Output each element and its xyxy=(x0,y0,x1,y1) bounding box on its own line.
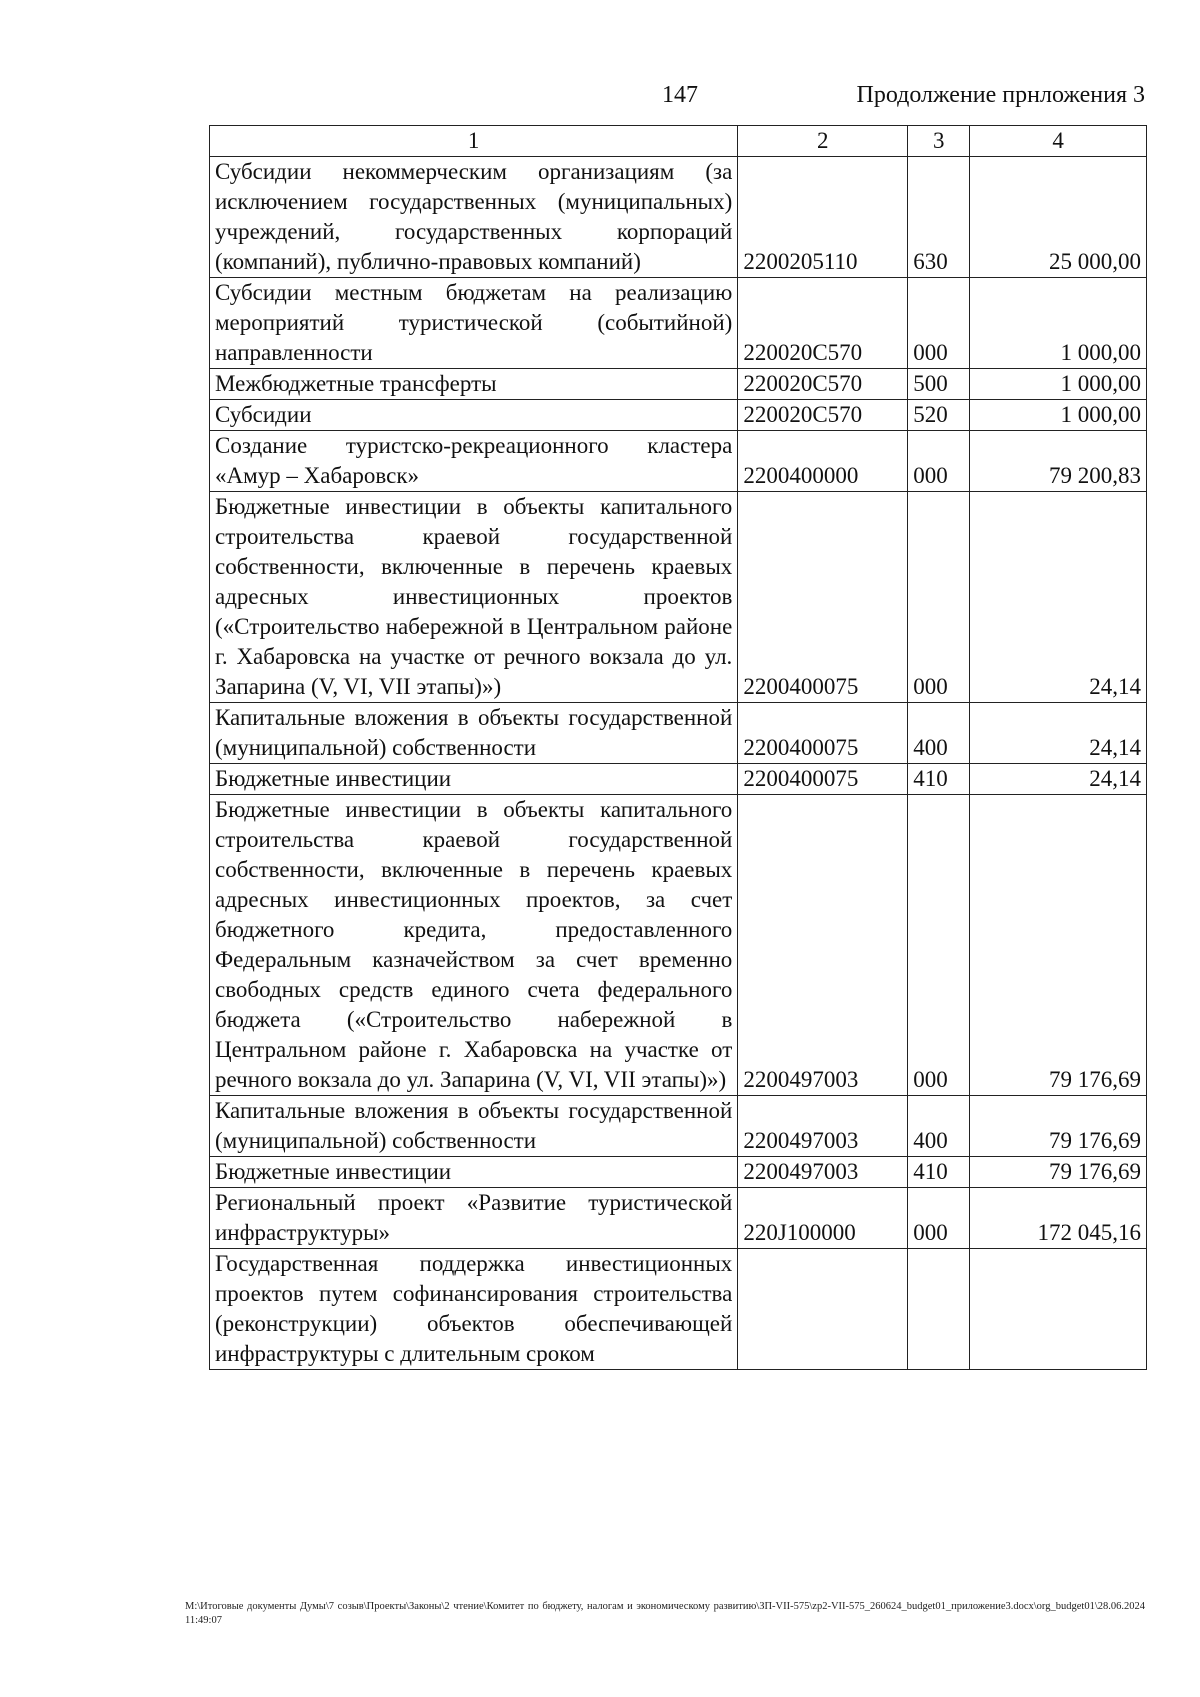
amount: 24,14 xyxy=(970,703,1147,764)
amount: 24,14 xyxy=(970,764,1147,795)
expense-type-code: 630 xyxy=(908,157,970,278)
target-article-code: 220020С570 xyxy=(738,369,908,400)
table-row xyxy=(210,1249,1147,1370)
table-row xyxy=(210,1096,1147,1157)
expense-type-code: 520 xyxy=(908,400,970,431)
budget-table xyxy=(209,125,1147,1370)
file-path-footer: M:\Итоговые документы Думы\7 созыв\Проекты\Законы\2 чтение\Комитет по бюджету, налогам и экономическому развитию\ЗП-VII-575\zp2-VII-575_260624_budget01_приложение3.docx\org_budget01\28.06.2024 11:49:07 xyxy=(185,1601,1145,1626)
target-article-code: 2200497003 xyxy=(738,1157,908,1188)
table-row xyxy=(210,400,1147,431)
table-row xyxy=(210,278,1147,369)
target-article-code: 2200497003 xyxy=(738,1096,908,1157)
table-row xyxy=(210,1157,1147,1188)
column-header: 2 xyxy=(738,126,908,157)
table-row xyxy=(210,492,1147,703)
target-article-code: 220J100000 xyxy=(738,1188,908,1249)
expense-name: Капитальные вложения в объекты государственной (муниципальной) собственности xyxy=(210,703,738,764)
expense-type-code: 000 xyxy=(908,278,970,369)
expense-name: Межбюджетные трансферты xyxy=(210,369,738,400)
amount: 79 176,69 xyxy=(970,1157,1147,1188)
target-article-code: 2200400075 xyxy=(738,492,908,703)
target-article-code: 2200205110 xyxy=(738,157,908,278)
amount: 79 176,69 xyxy=(970,795,1147,1096)
target-article-code: 2200400075 xyxy=(738,703,908,764)
expense-name: Бюджетные инвестиции в объекты капитального строительства краевой государственной собственности, включенные в перечень краевых адресных инвестиционных проектов («Строительство набережной в Центральном районе г. Хабаровска на участке от речного вокзала до ул. Запарина (V, VI, VII этапы)») xyxy=(210,492,738,703)
expense-name: Бюджетные инвестиции xyxy=(210,764,738,795)
target-article-code: 2200400000 xyxy=(738,431,908,492)
table-row xyxy=(210,703,1147,764)
amount: 24,14 xyxy=(970,492,1147,703)
expense-name: Региональный проект «Развитие туристической инфраструктуры» xyxy=(210,1188,738,1249)
expense-type-code: 000 xyxy=(908,795,970,1096)
column-header: 4 xyxy=(970,126,1147,157)
expense-name: Государственная поддержка инвестиционных проектов путем софинансирования строительства (реконструкции) объектов обеспечивающей инфраструктуры с длительным сроком xyxy=(210,1249,738,1370)
expense-name: Бюджетные инвестиции в объекты капитального строительства краевой государственной собственности, включенные в перечень краевых адресных инвестиционных проектов, за счет бюджетного кредита, предоставленного Федеральным казначейством за счет временно свободных средств единого счета федерального бюджета («Строительство набережной в Центральном районе г. Хабаровска на участке от речного вокзала до ул. Запарина (V, VI, VII этапы)») xyxy=(210,795,738,1096)
target-article-code: 220020С570 xyxy=(738,278,908,369)
amount: 1 000,00 xyxy=(970,278,1147,369)
expense-name: Бюджетные инвестиции xyxy=(210,1157,738,1188)
table-row xyxy=(210,795,1147,1096)
column-header: 3 xyxy=(908,126,970,157)
expense-name: Субсидии местным бюджетам на реализацию мероприятий туристической (событийной) направленности xyxy=(210,278,738,369)
expense-type-code: 000 xyxy=(908,492,970,703)
expense-name: Субсидии xyxy=(210,400,738,431)
expense-type-code: 410 xyxy=(908,764,970,795)
expense-type-code: 400 xyxy=(908,703,970,764)
table-row xyxy=(210,369,1147,400)
table-row xyxy=(210,431,1147,492)
amount: 79 200,83 xyxy=(970,431,1147,492)
amount: 79 176,69 xyxy=(970,1096,1147,1157)
amount: 1 000,00 xyxy=(970,400,1147,431)
expense-name: Капитальные вложения в объекты государственной (муниципальной) собственности xyxy=(210,1096,738,1157)
target-article-code: 2200497003 xyxy=(738,795,908,1096)
amount: 1 000,00 xyxy=(970,369,1147,400)
target-article-code: 2200400075 xyxy=(738,764,908,795)
column-header: 1 xyxy=(210,126,738,157)
expense-type-code: 000 xyxy=(908,431,970,492)
amount: 172 045,16 xyxy=(970,1188,1147,1249)
expense-type-code: 400 xyxy=(908,1096,970,1157)
table-row xyxy=(210,1188,1147,1249)
table-row xyxy=(210,764,1147,795)
table-header-row xyxy=(210,126,1147,157)
page-number: 147 xyxy=(662,82,698,108)
table-row xyxy=(210,157,1147,278)
appendix-continuation-label: Продолжение прнложения 3 xyxy=(856,82,1145,108)
amount: 25 000,00 xyxy=(970,157,1147,278)
expense-type-code: 500 xyxy=(908,369,970,400)
amount xyxy=(970,1249,1147,1370)
expense-name: Субсидии некоммерческим организациям (за исключением государственных (муниципальных) учреждений, государственных корпораций (компаний), публично-правовых компаний) xyxy=(210,157,738,278)
target-article-code: 220020С570 xyxy=(738,400,908,431)
expense-type-code: 000 xyxy=(908,1188,970,1249)
target-article-code xyxy=(738,1249,908,1370)
expense-name: Создание туристско-рекреационного кластера «Амур – Хабаровск» xyxy=(210,431,738,492)
expense-type-code xyxy=(908,1249,970,1370)
expense-type-code: 410 xyxy=(908,1157,970,1188)
